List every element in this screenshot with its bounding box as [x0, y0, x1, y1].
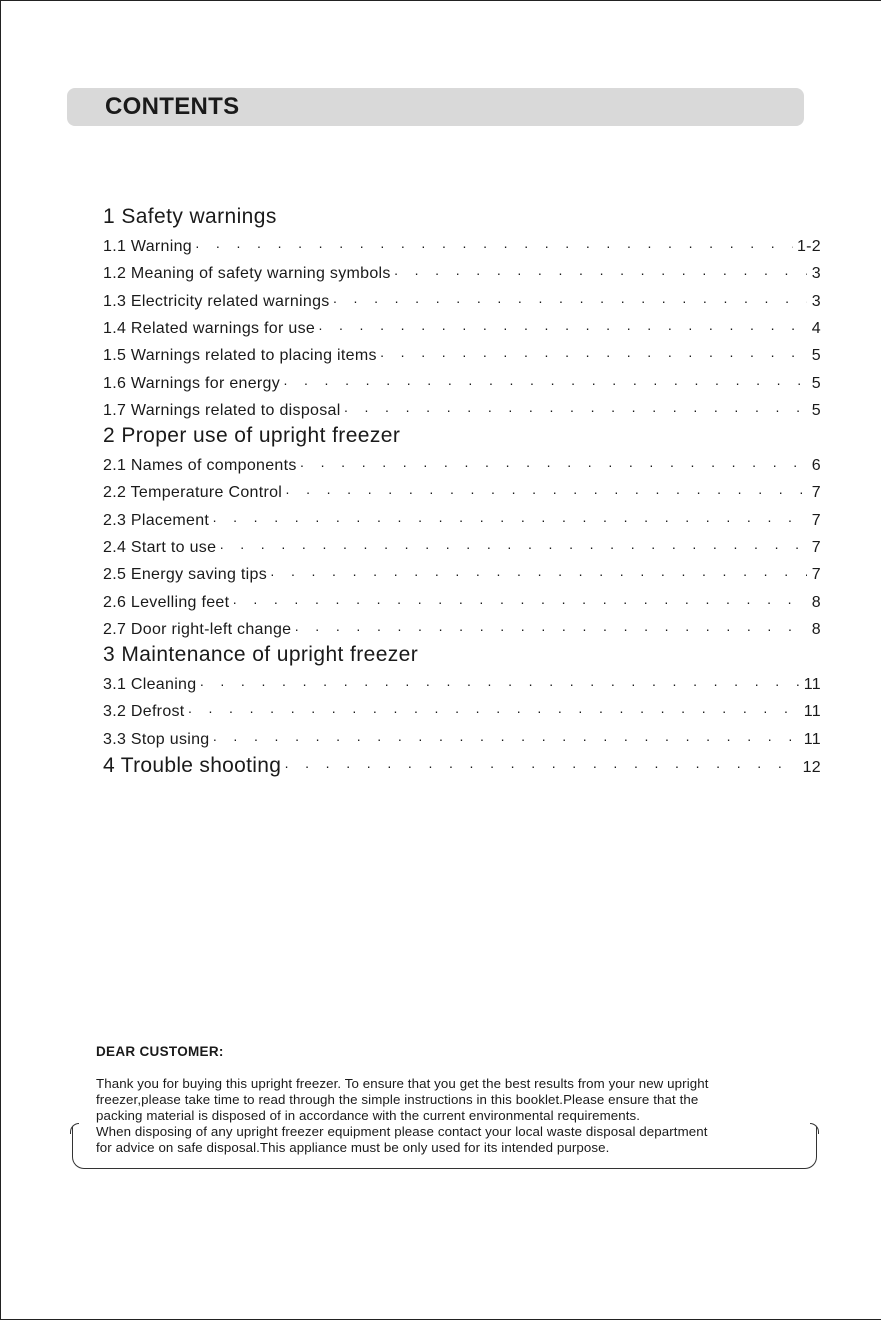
toc-entry-label: 3.3 Stop using: [103, 730, 210, 748]
dot-leader: [213, 730, 800, 750]
toc-entry-page: 7: [811, 539, 821, 557]
dot-leader: [284, 756, 798, 778]
toc-entry[interactable]: [103, 476, 821, 503]
dot-leader: [212, 511, 807, 531]
toc-entry[interactable]: [103, 312, 821, 339]
toc-entry-page: 1-2: [796, 237, 821, 255]
contents-header-bar: [67, 88, 804, 126]
dot-leader: [394, 264, 807, 284]
toc-entry-page: 7: [811, 484, 821, 502]
toc-section-title[interactable]: 2 Proper use of upright freezer: [103, 424, 401, 448]
toc-entry[interactable]: [103, 366, 821, 393]
toc-entry-label: 2.7 Door right-left change: [103, 621, 292, 639]
toc-entry-label: 1.1 Warning: [103, 237, 192, 255]
toc-entry-page: 3: [811, 292, 821, 310]
toc-entry-label: 1.6 Warnings for energy: [103, 374, 281, 392]
toc-entry-page: 6: [811, 456, 821, 474]
toc-entry-label: 3.1 Cleaning: [103, 676, 197, 694]
toc-entry-label: 1.2 Meaning of safety warning symbols: [103, 265, 391, 283]
toc-entry-page: 5: [811, 374, 821, 392]
toc-entry-label: 1.7 Warnings related to disposal: [103, 402, 341, 420]
customer-note-line: packing material is disposed of in accordance with the current environmental requirements.: [96, 1108, 641, 1123]
toc-section-title: 4 Trouble shooting: [103, 753, 282, 777]
dot-leader: [294, 620, 807, 640]
dot-leader: [380, 346, 807, 366]
toc-entry-label: 2.5 Energy saving tips: [103, 566, 268, 584]
toc-entry-page: 7: [811, 566, 821, 584]
dot-leader: [219, 538, 807, 558]
toc-entry[interactable]: [103, 503, 821, 530]
toc-entry[interactable]: [103, 695, 821, 722]
toc-entry-page: 5: [811, 402, 821, 420]
toc-entry[interactable]: [103, 722, 821, 749]
toc-entry-label: 1.3 Electricity related warnings: [103, 292, 330, 310]
toc-entry-page: 8: [811, 621, 821, 639]
decorative-bracket: [72, 1127, 817, 1169]
toc-entry-page: 11: [803, 703, 821, 721]
customer-note-line: for advice on safe disposal.This appliance must be only used for its intended purpose.: [96, 1140, 610, 1155]
dot-leader: [333, 292, 807, 312]
customer-note-line: Thank you for buying this upright freezer. To ensure that you get the best results from your new upright: [96, 1076, 709, 1091]
toc-entry-label: 1.5 Warnings related to placing items: [103, 347, 377, 365]
table-of-contents: [103, 202, 821, 778]
toc-entry-page: 4: [811, 319, 821, 337]
dot-leader: [270, 565, 807, 585]
toc-entry-label: 2.4 Start to use: [103, 539, 217, 557]
customer-note-line: When disposing of any upright freezer equipment please contact your local waste disposal department: [96, 1124, 708, 1139]
toc-section-entry[interactable]: [103, 750, 821, 778]
toc-entry-label: 2.1 Names of components: [103, 456, 297, 474]
toc-entry-page: 5: [811, 347, 821, 365]
toc-entry-page: 7: [811, 511, 821, 529]
toc-entry[interactable]: [103, 613, 821, 640]
dot-leader: [188, 702, 800, 722]
customer-note-line: freezer,please take time to read through the simple instructions in this booklet.Please ensure that the: [96, 1092, 699, 1107]
page-title: CONTENTS: [105, 93, 240, 120]
toc-entry-label: 2.2 Temperature Control: [103, 484, 283, 502]
toc-entry-page: 11: [803, 730, 821, 748]
toc-section-title[interactable]: 1 Safety warnings: [103, 205, 277, 228]
toc-entry-label: 2.3 Placement: [103, 511, 210, 529]
toc-entry-page: 12: [802, 758, 821, 776]
toc-entry-page: 11: [803, 676, 821, 694]
dot-leader: [195, 237, 793, 257]
toc-entry[interactable]: [103, 558, 821, 585]
toc-entry[interactable]: [103, 531, 821, 558]
toc-entry[interactable]: [103, 284, 821, 311]
toc-entry-label: 3.2 Defrost: [103, 703, 185, 721]
toc-entry[interactable]: [103, 585, 821, 612]
toc-entry[interactable]: [103, 449, 821, 476]
toc-entry-label: 1.4 Related warnings for use: [103, 319, 316, 337]
dot-leader: [199, 675, 799, 695]
dot-leader: [300, 456, 807, 476]
toc-entry[interactable]: [103, 668, 821, 695]
toc-section-title[interactable]: 3 Maintenance of upright freezer: [103, 643, 419, 667]
dot-leader: [344, 401, 807, 421]
dot-leader: [232, 593, 807, 613]
toc-entry[interactable]: [103, 229, 821, 256]
toc-entry-page: 3: [811, 265, 821, 283]
toc-entry-label: 2.6 Levelling feet: [103, 593, 230, 611]
toc-entry-page: 8: [811, 593, 821, 611]
toc-entry[interactable]: [103, 339, 821, 366]
toc-entry[interactable]: [103, 257, 821, 284]
toc-entry[interactable]: [103, 394, 821, 421]
dot-leader: [283, 374, 807, 394]
dot-leader: [285, 483, 807, 503]
customer-note-heading: DEAR CUSTOMER:: [96, 1044, 224, 1059]
dot-leader: [318, 319, 807, 339]
